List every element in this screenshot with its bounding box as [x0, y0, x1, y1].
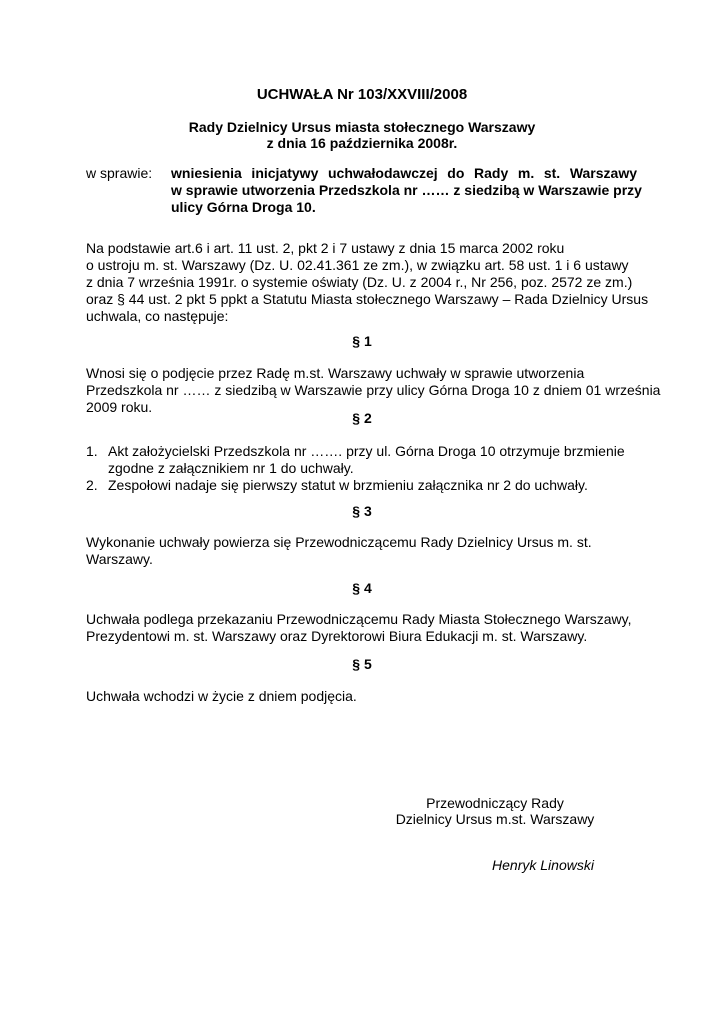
- resolution-title: UCHWAŁA Nr 103/XXVIII/2008: [256, 86, 468, 103]
- subject-label: w sprawie:: [86, 165, 153, 181]
- list-item: [86, 477, 638, 494]
- section-5-text: Uchwała wchodzi w życie z dniem podjęcia.: [86, 688, 357, 704]
- section-2-list: [86, 443, 638, 494]
- preamble-line: z dnia 7 września 1991r. o systemie oświaty (Dz. U. z 2004 r., Nr 256, poz. 2572 ze zm.): [86, 274, 633, 290]
- preamble-line: o ustroju m. st. Warszawy (Dz. U. 02.41.361 ze zm.), w związku art. 58 ust. 1 i 6 ustawy: [86, 257, 629, 273]
- list-item-number: 1.: [86, 443, 98, 459]
- section-1-heading: § 1: [352, 333, 372, 349]
- list-item: [86, 443, 638, 477]
- section-4-line: Prezydentowi m. st. Warszawy oraz Dyrektorowi Biura Edukacji m. st. Warszawy.: [86, 628, 588, 644]
- list-item-line: Akt założycielski Przedszkola nr ……. przy ul. Górna Droga 10 otrzymuje brzmienie: [108, 443, 625, 459]
- preamble-line: uchwala, co następuje:: [86, 308, 229, 324]
- preamble-line: oraz § 44 ust. 2 pkt 5 ppkt a Statutu Miasta stołecznego Warszawy – Rada Dzielnicy Ursus: [86, 291, 649, 307]
- section-1-line: 2009 roku.: [86, 399, 153, 415]
- resolution-date: z dnia 16 października 2008r.: [266, 135, 458, 151]
- signature-role-line-1: Przewodniczący Rady: [426, 795, 564, 811]
- section-1-text: [86, 365, 661, 416]
- council-name: Rady Dzielnicy Ursus miasta stołecznego Warszawy: [188, 119, 536, 135]
- signature-role-line-2: Dzielnicy Ursus m.st. Warszawy: [395, 811, 595, 827]
- section-4-heading: § 4: [352, 580, 372, 596]
- section-1-line: Wnosi się o podjęcie przez Radę m.st. Warszawy uchwały w sprawie utworzenia: [86, 365, 585, 381]
- subject-line: w sprawie utworzenia Przedszkola nr …… z siedzibą w Warszawie przy: [171, 182, 642, 198]
- section-5-heading: § 5: [352, 656, 372, 672]
- section-3-line: Wykonanie uchwały powierza się Przewodniczącemu Rady Dzielnicy Ursus m. st.: [86, 534, 592, 550]
- subject-text: [171, 165, 642, 216]
- list-item-line: zgodne z załącznikiem nr 1 do uchwały.: [108, 460, 354, 476]
- list-item-text: [108, 477, 638, 494]
- section-2-heading: § 2: [352, 410, 372, 426]
- subject-line: wniesienia inicjatywy uchwałodawczej do Rady m. st. Warszawy: [171, 165, 637, 181]
- list-item-text: [108, 443, 638, 477]
- signature-name: Henryk Linowski: [492, 857, 594, 873]
- section-4-text: [86, 611, 638, 645]
- section-3-line: Warszawy.: [86, 551, 153, 567]
- subject-line: ulicy Górna Droga 10.: [171, 199, 316, 215]
- list-item-line: Zespołowi nadaje się pierwszy statut w brzmieniu załącznika nr 2 do uchwały.: [108, 477, 588, 493]
- section-3-text: [86, 534, 638, 568]
- section-3-heading: § 3: [352, 503, 372, 519]
- section-1-line: Przedszkola nr …… z siedzibą w Warszawie przy ulicy Górna Droga 10 z dniem 01 września: [86, 382, 661, 398]
- list-item-number: 2.: [86, 477, 98, 493]
- section-4-line: Uchwała podlega przekazaniu Przewodniczącemu Rady Miasta Stołecznego Warszawy,: [86, 611, 632, 627]
- preamble-line: Na podstawie art.6 i art. 11 ust. 2, pkt 2 i 7 ustawy z dnia 15 marca 2002 roku: [86, 240, 565, 256]
- preamble: [86, 240, 649, 325]
